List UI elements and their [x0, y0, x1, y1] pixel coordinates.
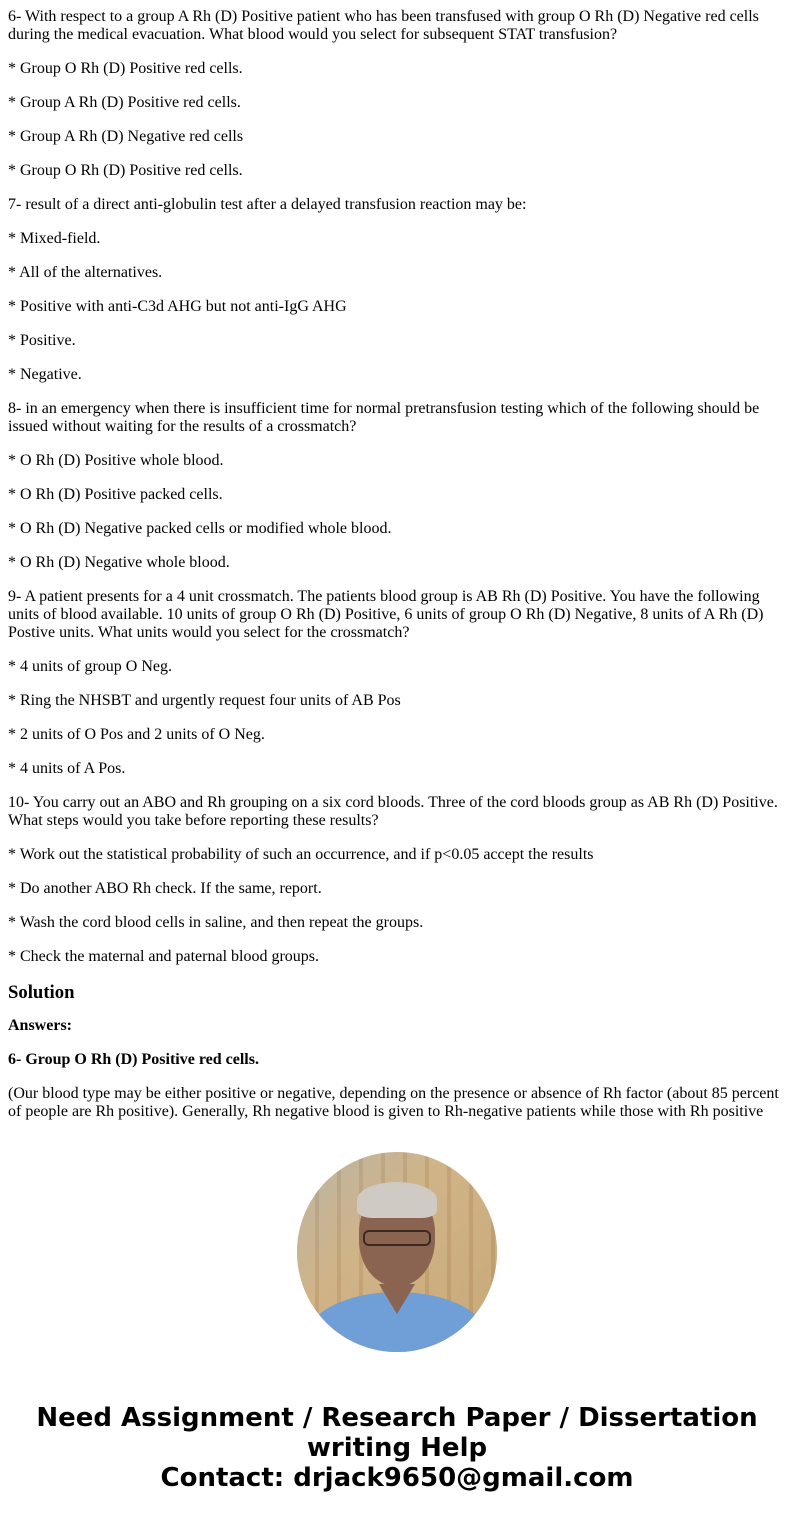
answer-option: * Do another ABO Rh check. If the same, report.: [8, 880, 322, 897]
answer-option: * Work out the statistical probability of such an occurrence, and if p<0.05 accept the results: [8, 846, 594, 863]
document-body: [8, 8, 786, 1122]
question-prompt: 6- With respect to a group A Rh (D) Positive patient who has been transfused with group O Rh (D) Negative red cells during the medical evacuation. What blood would you select for subsequent STAT transfusion?: [8, 8, 759, 43]
answer-option: * Mixed-field.: [8, 230, 101, 247]
question-prompt: 7- result of a direct anti-globulin test after a delayed transfusion reaction may be:: [8, 196, 527, 213]
answer-6: 6- Group O Rh (D) Positive red cells.: [8, 1051, 259, 1068]
answer-option: * Negative.: [8, 366, 82, 383]
question-prompt: 8- in an emergency when there is insufficient time for normal pretransfusion testing which of the following should be issued without waiting for the results of a crossmatch?: [8, 400, 760, 435]
promo-line: Need Assignment / Research Paper / Dissertation: [36, 1403, 758, 1433]
question-8: [8, 400, 786, 572]
answer-option: * O Rh (D) Positive packed cells.: [8, 486, 223, 503]
promo-line: writing Help: [306, 1433, 488, 1463]
answer-option: * O Rh (D) Positive whole blood.: [8, 452, 224, 469]
answers-label: Answers:: [8, 1017, 72, 1034]
question-10: [8, 794, 786, 966]
answer-option: * O Rh (D) Negative whole blood.: [8, 554, 230, 571]
question-7: [8, 196, 786, 384]
answer-option: * 4 units of A Pos.: [8, 760, 126, 777]
question-prompt: 10- You carry out an ABO and Rh grouping on a six cord bloods. Three of the cord bloods group as AB Rh (D) Positive. What steps would you take before reporting these results?: [8, 794, 778, 829]
question-6: [8, 8, 786, 180]
question-prompt: 9- A patient presents for a 4 unit crossmatch. The patients blood group is AB Rh (D) Positive. You have the following units of blood available. 10 units of group O Rh (D) Positive, 6 units of group O Rh (D) Negative, 8 units of A Rh (D) Postive units. What units would you select for the crossmatch?: [8, 588, 764, 641]
answer-option: * Wash the cord blood cells in saline, and then repeat the groups.: [8, 914, 424, 931]
answer-option: * All of the alternatives.: [8, 264, 163, 281]
promo-banner: [0, 1152, 794, 1493]
answer-option: * Group A Rh (D) Positive red cells.: [8, 94, 241, 111]
answer-option: * Positive with anti-C3d AHG but not anti-IgG AHG: [8, 298, 347, 315]
author-avatar: [297, 1152, 497, 1352]
answer-option: * Positive.: [8, 332, 76, 349]
answer-option: * Check the maternal and paternal blood groups.: [8, 948, 320, 965]
answer-option: * 2 units of O Pos and 2 units of O Neg.: [8, 726, 265, 743]
promo-text: [0, 1403, 794, 1493]
answer-option: * Ring the NHSBT and urgently request four units of AB Pos: [8, 692, 401, 709]
answer-option: * 4 units of group O Neg.: [8, 658, 172, 675]
solution-heading: Solution: [8, 982, 75, 1003]
promo-contact: Contact: drjack9650@gmail.com: [160, 1463, 634, 1493]
answer-option: * Group O Rh (D) Positive red cells.: [8, 162, 243, 179]
answer-option: * Group A Rh (D) Negative red cells: [8, 128, 244, 145]
answer-option: * Group O Rh (D) Positive red cells.: [8, 60, 243, 77]
question-9: [8, 588, 786, 778]
answer-explanation: (Our blood type may be either positive or negative, depending on the presence or absence of Rh factor (about 85 percent of people are Rh positive). Generally, Rh negative blood is given to Rh-negative patients while those with Rh positive: [8, 1085, 779, 1120]
answer-option: * O Rh (D) Negative packed cells or modified whole blood.: [8, 520, 392, 537]
